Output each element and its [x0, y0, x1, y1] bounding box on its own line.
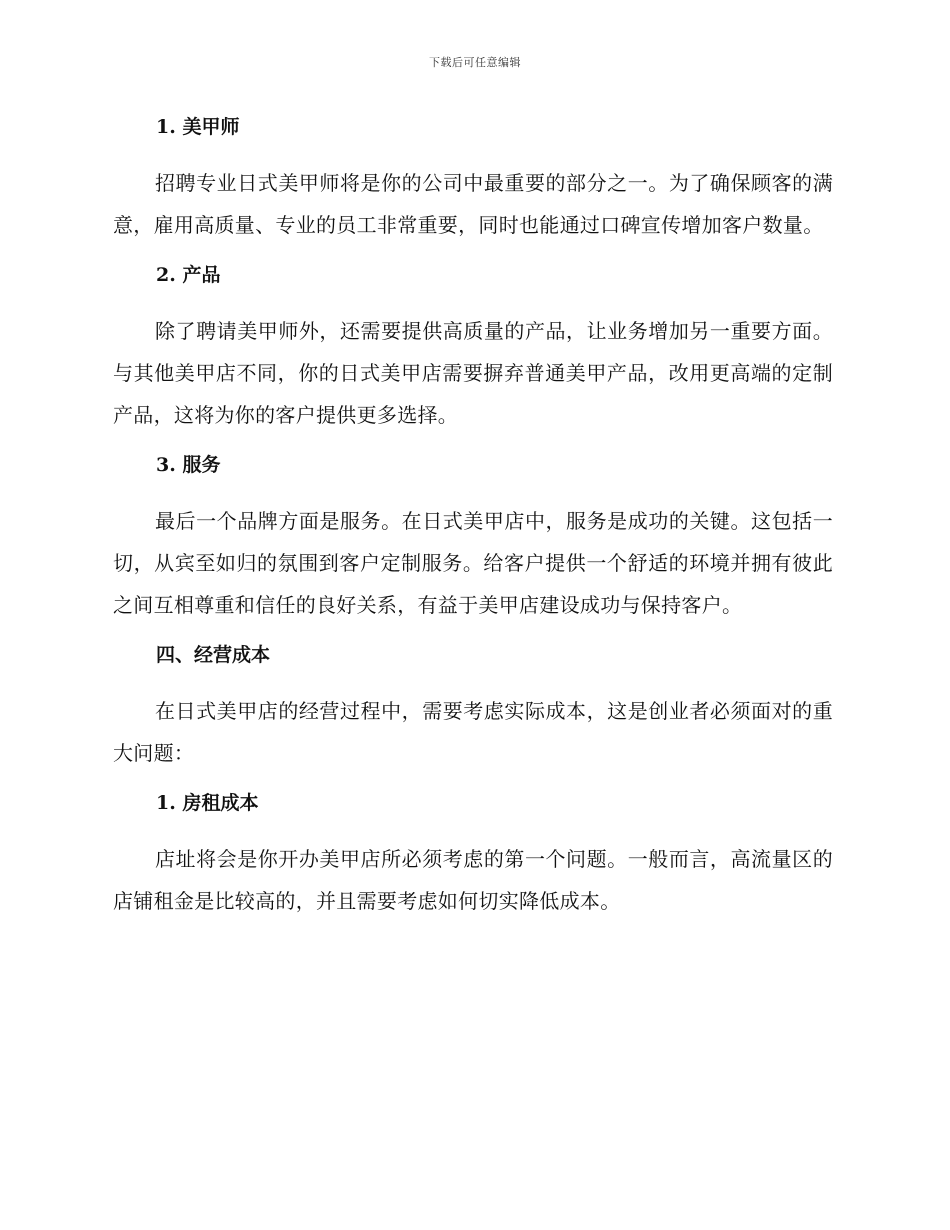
- document-body: [113, 110, 833, 934]
- section-heading-rent-cost: 1. 房租成本: [156, 792, 259, 814]
- paragraph-service: 最后一个品牌方面是服务。在日式美甲店中，服务是成功的关键。这包括一切，从宾至如归的氛围到客户定制服务。给客户提供一个舒适的环境并拥有彼此之间互相尊重和信任的良好关系，有益于美甲店建设成功与保持客户。: [113, 509, 833, 617]
- paragraph-rent-cost: 店址将会是你开办美甲店所必须考虑的第一个问题。一般而言，高流量区的店铺租金是比较高的，并且需要考虑如何切实降低成本。: [113, 847, 833, 913]
- section-heading-service: 3. 服务: [156, 454, 221, 476]
- paragraph-operating-costs: 在日式美甲店的经营过程中，需要考虑实际成本，这是创业者必须面对的重大问题：: [113, 699, 833, 765]
- section-heading-products: 2. 产品: [156, 264, 221, 286]
- paragraph-products: 除了聘请美甲师外，还需要提供高质量的产品，让业务增加另一重要方面。与其他美甲店不同，你的日式美甲店需要摒弃普通美甲产品，改用更高端的定制产品，这将为你的客户提供更多选择。: [113, 319, 833, 427]
- section-heading-manicurist: 1. 美甲师: [156, 116, 240, 138]
- header-note: 下载后可任意编辑: [429, 56, 521, 69]
- section-heading-operating-costs: 四、经营成本: [156, 644, 271, 666]
- paragraph-manicurist: 招聘专业日式美甲师将是你的公司中最重要的部分之一。为了确保顾客的满意，雇用高质量、专业的员工非常重要，同时也能通过口碑宣传增加客户数量。: [113, 171, 833, 237]
